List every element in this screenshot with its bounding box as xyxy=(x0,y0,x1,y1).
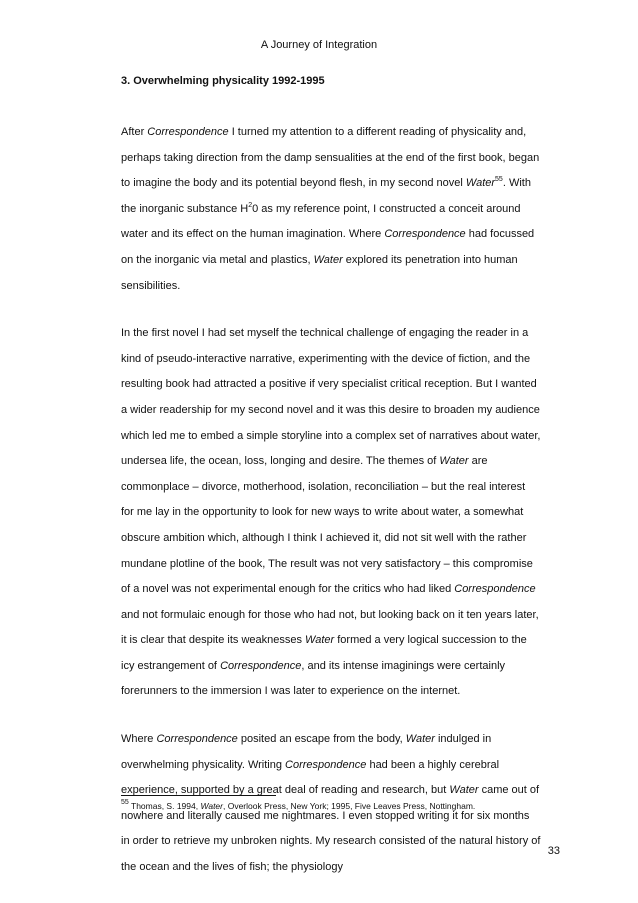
book-title: Water xyxy=(449,784,479,797)
book-title: Correspondence xyxy=(454,583,536,596)
paragraph-1 xyxy=(121,120,541,299)
text-run: formed a very logical succession to the icy estrangement of xyxy=(121,634,527,672)
footnote-divider xyxy=(121,795,276,796)
text-run: are commonplace – divorce, motherhood, isolation, reconciliation – but the real interest for me lay in the opportunity to look for new ways to write about water, a somewhat obscure ambition which, although I think I achieved it, did not sit well with the rather mundane plotline of the book, The result was not very satisfactory – this compromise of a novel was not experimental enough for the critics who had liked xyxy=(121,455,533,596)
book-title: Correspondence xyxy=(147,126,229,138)
footnote-marker: 55 xyxy=(121,799,129,806)
text-run: and not formulaic enough for those who had not, but looking back on it ten years later, it is clear that despite its weaknesses xyxy=(121,608,539,647)
page-number: 33 xyxy=(547,845,560,857)
superscript-text: 2 xyxy=(248,201,253,209)
footnote-reference: 55 xyxy=(495,176,503,184)
text-run: After xyxy=(121,126,148,138)
text-run: , and its intense imaginings were certainly forerunners to the immersion I was later to experience on the internet. xyxy=(121,659,506,698)
section-heading: 3. Overwhelming physicality 1992-1995 xyxy=(121,75,325,87)
text-run: Thomas, S. 1994, xyxy=(128,801,201,811)
text-run: Where xyxy=(121,733,157,746)
book-title: Water xyxy=(305,634,335,647)
text-run: In the first novel I had set myself the technical challenge of engaging the reader in a kind of pseudo-interactive narrative, experimenting with the device of fiction, and the resulting book had attracted a positive if very specialist critical reception. But I wanted a wider readership for my second novel and it was this desire to broaden my audience which led me to embed a simple storyline into a complex set of narratives about water, undersea life, the ocean, loss, longing and desire. The themes of xyxy=(121,327,541,468)
book-title: Water xyxy=(465,177,496,190)
book-title: Water xyxy=(439,455,469,468)
text-run: I turned my attention to a different reading of physicality and, perhaps taking direction from the damp sensualities at the end of the first book, began to imagine the body and its potential beyond flesh, in my second novel xyxy=(121,126,540,190)
book-title: Correspondence xyxy=(156,733,238,746)
footnote xyxy=(121,800,561,812)
text-run: , Overlook Press, New York; 1995, Five Leaves Press, Nottingham. xyxy=(223,801,476,811)
paragraph-2 xyxy=(121,321,541,705)
book-title: Water xyxy=(200,801,223,811)
text-run: had focussed on the inorganic via metal and plastics, xyxy=(121,228,535,266)
book-title: Correspondence xyxy=(285,758,367,771)
body-text xyxy=(121,120,541,903)
text-run: had been a highly cerebral experience, supported by a great deal of reading and research, but xyxy=(121,758,500,797)
text-run: . With the inorganic substance H xyxy=(121,177,531,215)
text-run: indulged in overwhelming physicality. Writing xyxy=(121,733,492,771)
running-header: A Journey of Integration xyxy=(260,39,378,51)
book-title: Correspondence xyxy=(220,659,302,672)
book-title: Water xyxy=(405,733,435,746)
book-title: Water xyxy=(313,253,343,266)
text-run: 0 as my reference point, I constructed a conceit around water and its effect on the human imagination. Where xyxy=(121,202,521,241)
book-title: Correspondence xyxy=(384,228,466,241)
text-run: explored its penetration into human sensibilities. xyxy=(121,253,518,292)
text-run: posited an escape from the body, xyxy=(237,733,406,746)
text-run: came out of nowhere and literally caused me nightmares. I even stopped writing it for six months in order to retrieve my unbroken nights. My research consisted of the natural history of the ocean and the lives of fish; the physiology xyxy=(121,784,541,874)
